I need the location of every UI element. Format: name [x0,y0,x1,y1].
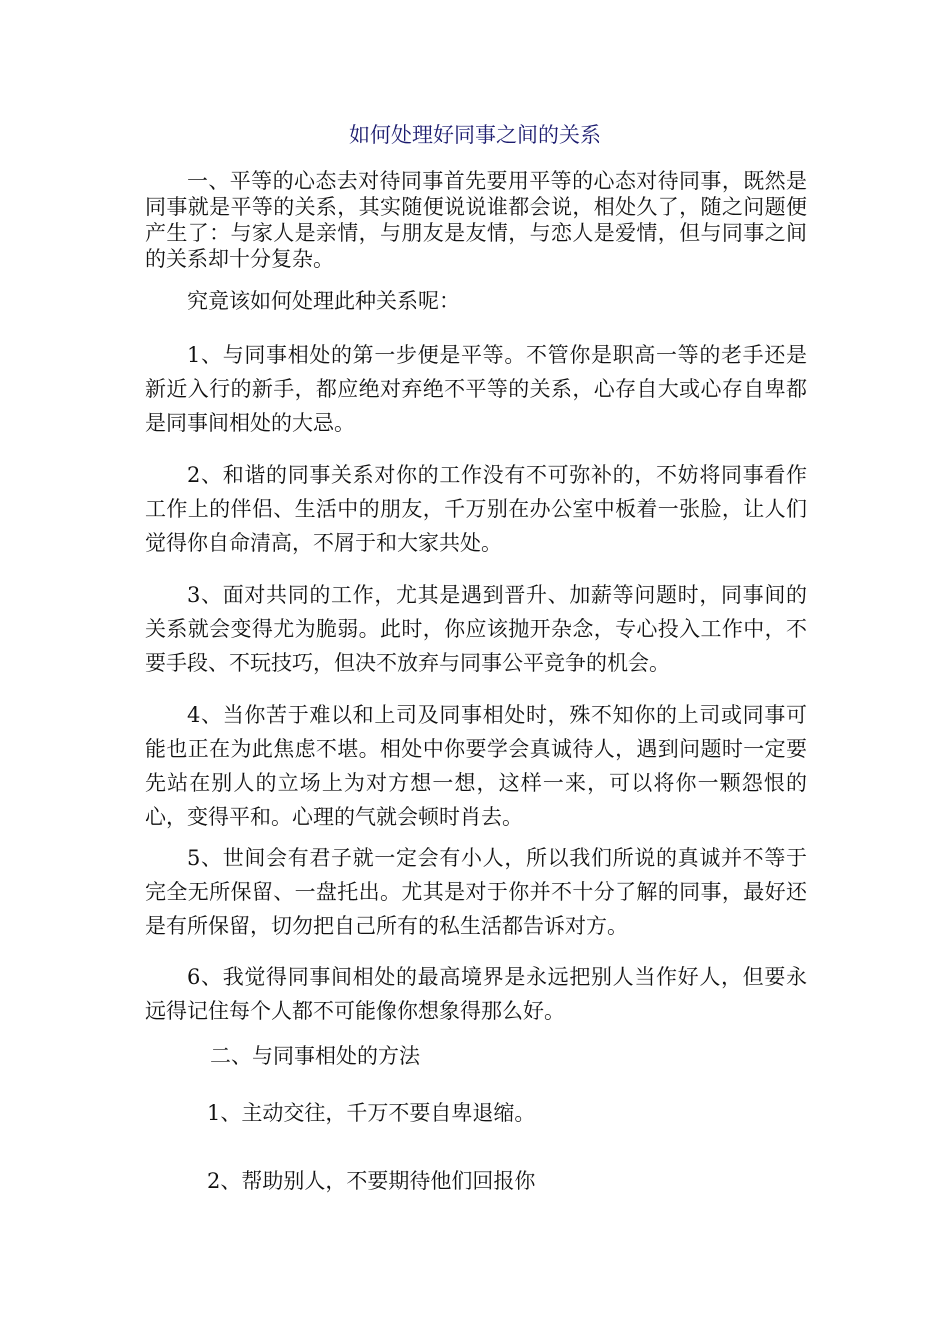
intro-paragraph: 一、平等的心态去对待同事首先要用平等的心态对待同事，既然是同事就是平等的关系，其实随便说说谁都会说，相处久了，随之问题便产生了：与家人是亲情，与朋友是友情，与恋人是爱情，但与同事之间的关系却十分复杂。 [145,169,807,271]
method-item-1: 1、主动交往，千万不要自卑退缩。 [207,1101,536,1125]
point-paragraph-4: 4、当你苦于难以和上司及同事相处时，殊不知你的上司或同事可能也正在为此焦虑不堪。相处中你要学会真诚待人，遇到问题时一定要先站在别人的立场上为对方想一想，这样一来，可以将你一颗怨恨的心，变得平和。心理的气就会顿时肖去。 [145,703,807,829]
question-paragraph: 究竟该如何处理此种关系呢： [187,289,460,313]
document-title: 如何处理好同事之间的关系 [349,123,601,147]
point-paragraph-2: 2、和谐的同事关系对你的工作没有不可弥补的，不妨将同事看作工作上的伴侣、生活中的朋友，千万别在办公室中板着一张脸，让人们觉得你自命清高，不屑于和大家共处。 [145,463,807,555]
point-paragraph-6: 6、我觉得同事间相处的最高境界是永远把别人当作好人，但要永远得记住每个人都不可能像你想象得那么好。 [145,965,807,1023]
point-paragraph-3: 3、面对共同的工作，尤其是遇到晋升、加薪等问题时，同事间的关系就会变得尤为脆弱。此时，你应该抛开杂念，专心投入工作中，不要手段、不玩技巧，但决不放弃与同事公平竞争的机会。 [145,583,807,675]
point-paragraph-5: 5、世间会有君子就一定会有小人，所以我们所说的真诚并不等于完全无所保留、一盘托出。尤其是对于你并不十分了解的同事，最好还是有所保留，切勿把自己所有的私生活都告诉对方。 [145,846,807,938]
method-item-2: 2、帮助别人，不要期待他们回报你 [207,1169,536,1193]
point-paragraph-1: 1、与同事相处的第一步便是平等。不管你是职高一等的老手还是新近入行的新手，都应绝对弃绝不平等的关系，心存自大或心存自卑都是同事间相处的大忌。 [145,343,807,435]
section-heading: 二、与同事相处的方法 [210,1044,420,1068]
